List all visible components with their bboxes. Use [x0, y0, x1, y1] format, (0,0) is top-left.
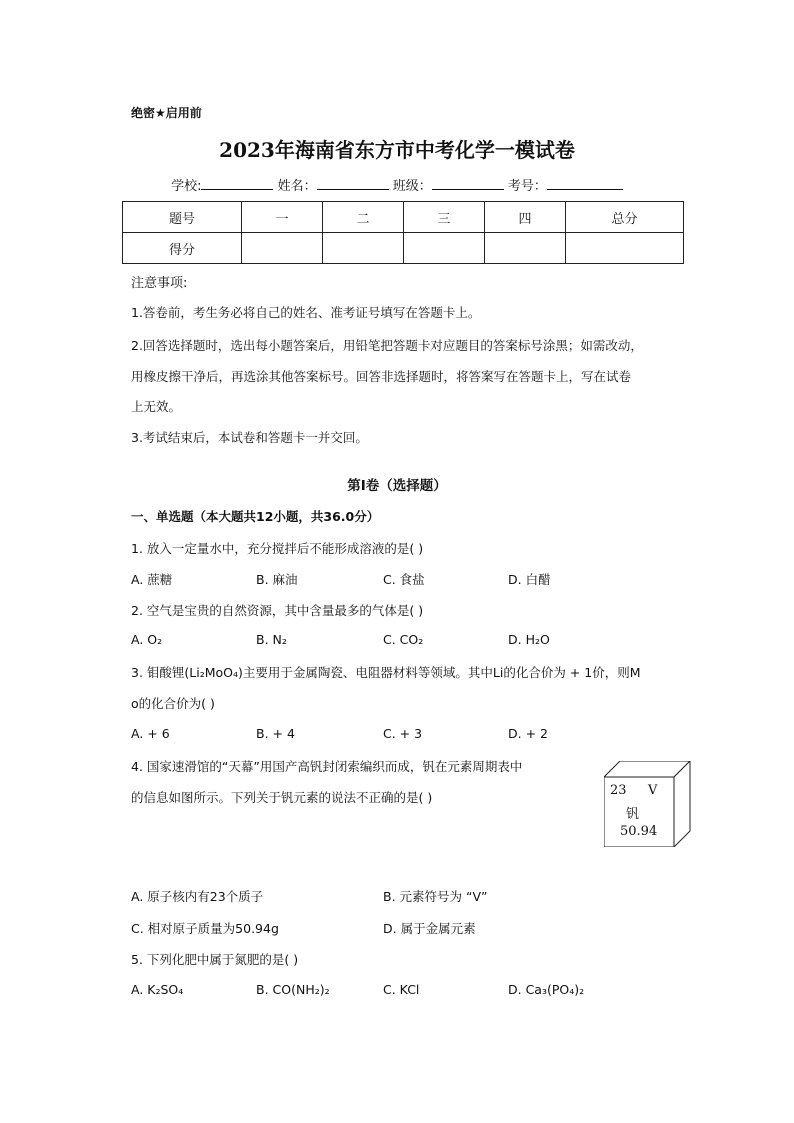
question-stem-continued: 的信息如图所示。下列关于钒元素的说法不正确的是( ): [131, 790, 433, 805]
exam-title: 2023年海南省东方市中考化学一模试卷: [219, 138, 575, 162]
option-a[interactable]: A. K₂SO₄: [131, 982, 184, 997]
option-c[interactable]: C. 相对原子质量为50.94g: [131, 921, 279, 936]
score-row-label: 得分: [123, 233, 242, 264]
table-header-cell: 三: [404, 202, 485, 233]
question-stem-continued: o的化合价为( ): [131, 696, 215, 711]
school-blank[interactable]: [201, 177, 273, 190]
name-label: 姓名：: [277, 179, 317, 194]
table-header-cell: 题号: [123, 202, 242, 233]
section-title: 第I卷（选择题）: [347, 478, 447, 494]
question-stem: 1. 放入一定量水中，充分搅拌后不能形成溶液的是( ): [131, 541, 424, 556]
score-cell[interactable]: [242, 233, 323, 264]
note-item: 用橡皮擦干净后，再选涂其他答案标号。回答非选择题时，将答案写在答题卡上，写在试卷: [131, 369, 632, 384]
score-cell[interactable]: [323, 233, 404, 264]
score-table-row: [123, 233, 684, 264]
option-b[interactable]: B. N₂: [256, 632, 287, 647]
option-a[interactable]: A. 蔗糖: [131, 572, 173, 587]
option-c[interactable]: C. 食盐: [383, 572, 425, 587]
student-info-line: [0, 175, 794, 194]
option-a[interactable]: A. 原子核内有23个质子: [131, 889, 264, 904]
score-table: [122, 201, 684, 264]
option-c[interactable]: C. + 3: [383, 726, 423, 741]
option-d[interactable]: D. Ca₃(PO₄)₂: [508, 982, 585, 997]
exam-number-blank[interactable]: [547, 177, 623, 190]
school-label: 学校:: [171, 179, 202, 194]
option-d[interactable]: D. H₂O: [508, 632, 550, 647]
question-stem: 5. 下列化肥中属于氮肥的是( ): [131, 952, 299, 967]
score-cell[interactable]: [566, 233, 684, 264]
note-item: 3.考试结束后，本试卷和答题卡一并交回。: [131, 430, 368, 445]
option-b[interactable]: B. CO(NH₂)₂: [256, 982, 330, 997]
note-item: 2.回答选择题时，选出每小题答案后，用铅笔把答题卡对应题目的答案标号涂黑；如需改动，: [131, 338, 643, 353]
score-cell[interactable]: [485, 233, 566, 264]
notes-title: 注意事项:: [131, 276, 188, 291]
table-header-cell: 一: [242, 202, 323, 233]
option-d[interactable]: D. + 2: [508, 726, 548, 741]
element-name: 钒: [626, 807, 640, 822]
table-header-cell: 总分: [566, 202, 684, 233]
element-symbol: V: [648, 783, 658, 798]
option-a[interactable]: A. O₂: [131, 632, 163, 647]
atomic-number: 23: [610, 783, 627, 798]
note-item: 1.答卷前，考生务必将自己的姓名、准考证号填写在答题卡上。: [131, 305, 481, 320]
score-table-header-row: [123, 202, 684, 233]
exam-number-label: 考号：: [507, 179, 547, 194]
score-cell[interactable]: [404, 233, 485, 264]
name-blank[interactable]: [317, 177, 389, 190]
option-d[interactable]: D. 属于金属元素: [383, 921, 476, 936]
element-card-figure: [604, 761, 692, 847]
option-a[interactable]: A. + 6: [131, 726, 170, 741]
table-header-cell: 四: [485, 202, 566, 233]
option-c[interactable]: C. CO₂: [383, 632, 424, 647]
option-b[interactable]: B. + 4: [256, 726, 295, 741]
secret-label: 绝密★启用前: [131, 106, 202, 120]
option-b[interactable]: B. 麻油: [256, 572, 298, 587]
note-item: 上无效。: [131, 399, 182, 414]
table-header-cell: 二: [323, 202, 404, 233]
question-stem: 3. 钼酸锂(Li₂MoO₄)主要用于金属陶瓷、电阻器材料等领域。其中Li的化合价为 + 1价，则M: [131, 665, 641, 680]
option-d[interactable]: D. 白醋: [508, 572, 551, 587]
atomic-mass: 50.94: [620, 824, 658, 839]
part-title: 一、单选题（本大题共12小题，共36.0分）: [131, 509, 380, 524]
class-label: 班级：: [392, 179, 432, 194]
question-stem: 2. 空气是宝贵的自然资源，其中含量最多的气体是( ): [131, 603, 424, 618]
question-stem: 4. 国家速滑馆的“天幕”用国产高钒封闭索编织而成，钒在元素周期表中: [131, 759, 523, 774]
option-c[interactable]: C. KCl: [383, 982, 420, 997]
option-b[interactable]: B. 元素符号为 “V”: [383, 889, 488, 904]
class-blank[interactable]: [432, 177, 504, 190]
